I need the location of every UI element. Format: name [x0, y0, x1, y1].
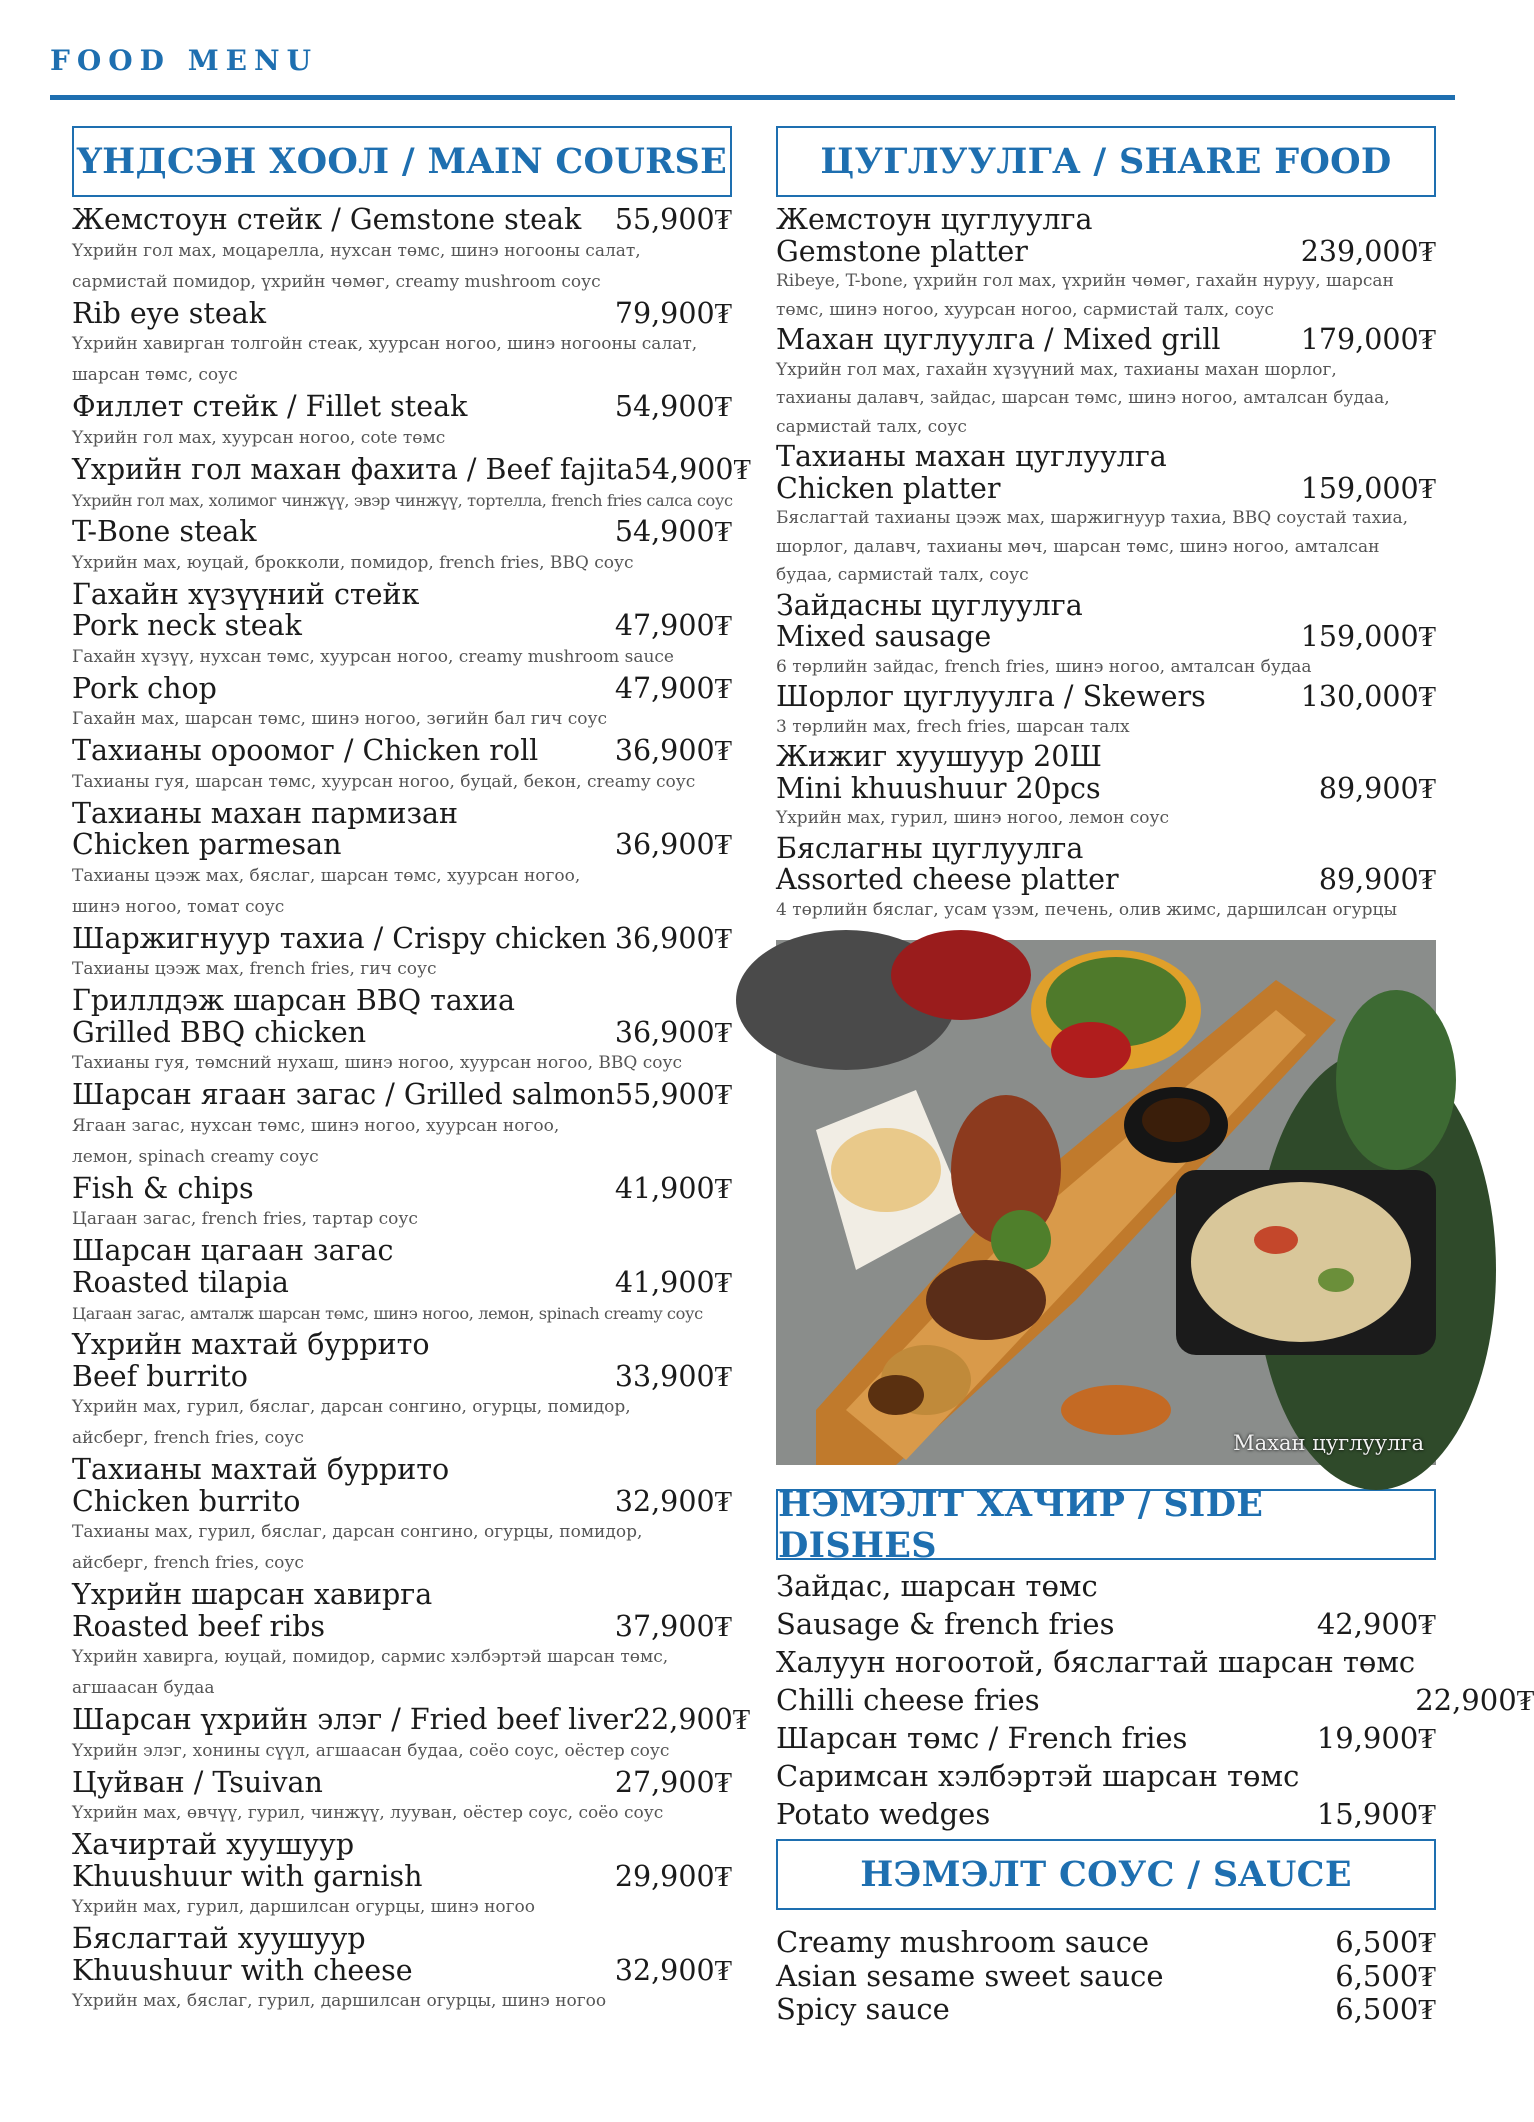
menu-item-row [776, 741, 1436, 804]
item-price: 55,900₮ [614, 203, 732, 236]
item-name: Цуйван / Tsuivan [72, 1765, 323, 1799]
menu-item-row [776, 590, 1436, 653]
item-price: 36,900₮ [614, 734, 732, 767]
item-name-secondary: Chilli cheese fries [776, 1683, 1040, 1717]
main-course-item [72, 298, 732, 392]
sauce-item [776, 1960, 1436, 1994]
item-price: 54,900₮ [614, 390, 732, 423]
item-name: Саримсан хэлбэртэй шарсан төмс [776, 1759, 1300, 1793]
item-name-secondary: Gemstone platter [776, 234, 1028, 268]
item-description: Үхрийн хавирган толгойн стеак, хуурсан ногоо, шинэ ногооны салат, [72, 334, 698, 354]
main-course-item [72, 1454, 732, 1579]
item-name-secondary: Khuushuur with garnish [72, 1859, 423, 1893]
item-price: 54,900₮ [614, 515, 732, 548]
item-name: Шаржигнуур тахиа / Crispy chicken [72, 921, 607, 955]
sauce-header: НЭМЭЛТ СОУС / SAUCE [776, 1839, 1436, 1910]
item-names [72, 1079, 615, 1111]
item-name-secondary: Khuushuur with cheese [72, 1953, 413, 1987]
item-description: Ribeye, T-bone, үхрийн гол мах, үхрийн чөмөг, гахайн нуруу, шарсан [776, 271, 1394, 291]
item-description: Үхрийн гол мах, холимог чинжүү, эвэр чинжүү, тортелла, french fries салса соус [72, 491, 733, 510]
menu-item-row [776, 1567, 1436, 1643]
item-price: 159,000₮ [1300, 620, 1436, 653]
item-names [72, 1329, 430, 1392]
item-name: Шарсан үхрийн элэг / Fried beef liver [72, 1703, 633, 1736]
menu-item-row [72, 1767, 732, 1799]
item-description: Бяслагтай тахианы цээж мах, шаржигнуур тахиа, BBQ соустай тахиа, [776, 508, 1409, 528]
menu-item-row [72, 1079, 732, 1111]
item-name: Үхрийн махтай буррито [72, 1328, 430, 1361]
menu-item-row [72, 298, 732, 330]
item-description: Тахианы цээж мах, бяслаг, шарсан төмс, хуурсан ногоо, [72, 865, 581, 886]
item-names [776, 681, 1206, 713]
item-names [72, 735, 538, 767]
item-names [72, 516, 257, 548]
menu-item-row [72, 516, 732, 548]
item-price: 32,900₮ [614, 1953, 732, 1987]
item-price: 22,900₮ [633, 1703, 751, 1736]
item-name-secondary: Assorted cheese platter [776, 863, 1119, 896]
item-description: шинэ ногоо, томат соус [72, 896, 285, 917]
item-price: 37,900₮ [614, 1609, 732, 1643]
item-price: 27,900₮ [614, 1765, 732, 1799]
side-dish-item [776, 1567, 1436, 1643]
item-name: Зайдас, шарсан төмс [776, 1569, 1098, 1603]
item-names [72, 391, 467, 423]
item-name: Asian sesame sweet sauce [776, 1958, 1164, 1993]
side-dishes-list [776, 1567, 1534, 1833]
item-name-secondary: Sausage & french fries [776, 1607, 1115, 1641]
menu-item-row [72, 673, 732, 705]
item-name: Үхрийн гол махан фахита / Beef fajita [72, 452, 634, 486]
menu-item-row [72, 1235, 732, 1298]
item-names [72, 1579, 432, 1642]
menu-item-row [72, 1454, 732, 1517]
menu-item-row [72, 1923, 732, 1986]
menu-item-row [776, 1960, 1436, 1994]
item-names [776, 1960, 1164, 1994]
main-course-item [72, 1079, 732, 1173]
item-description: айсберг, french fries, соус [72, 1428, 304, 1448]
main-course-item [72, 204, 732, 298]
item-names [776, 590, 1083, 653]
item-price: 79,900₮ [614, 296, 732, 330]
share-food-item [776, 741, 1436, 833]
item-name: Шорлог цуглуулга / Skewers [776, 680, 1206, 713]
item-name: Spicy sauce [776, 1992, 950, 2026]
item-description: Тахианы гуя, шарсан төмс, хуурсан ногоо, буцай, бекон, creamy соус [72, 771, 696, 792]
item-price: 6,500₮ [1335, 1958, 1436, 1993]
item-names [776, 833, 1119, 896]
side-dishes-header: НЭМЭЛТ ХАЧИР / SIDE DISHES [776, 1489, 1436, 1560]
item-price: 89,900₮ [1318, 863, 1436, 896]
menu-item-row [72, 735, 732, 767]
item-name-secondary: Roasted tilapia [72, 1265, 289, 1299]
item-description: Үхрийн мах, гурил, шинэ ногоо, лемон соус [776, 808, 1170, 828]
item-name-secondary: Chicken platter [776, 471, 1001, 505]
menu-item-row [72, 923, 732, 955]
item-name-secondary: Roasted beef ribs [72, 1609, 326, 1643]
item-name: Үхрийн шарсан хавирга [72, 1578, 433, 1611]
item-name: Жижиг хуушуур 20Ш [776, 740, 1102, 773]
menu-item-row [72, 1579, 732, 1642]
share-food-item [776, 204, 1436, 324]
food-photo-illustration [776, 940, 1436, 1465]
share-food-item [776, 833, 1436, 925]
main-course-item [72, 1829, 732, 1923]
item-names [72, 1923, 413, 1986]
item-description: Тахианы цээж мах, french fries, гич соус [72, 959, 437, 979]
item-price: 15,900₮ [1316, 1797, 1436, 1831]
menu-item-row [776, 1719, 1436, 1757]
main-course-item [72, 735, 732, 798]
main-course-item [72, 1767, 732, 1830]
item-name: Бяслагны цуглуулга [776, 831, 1084, 865]
main-course-item [72, 1235, 732, 1329]
menu-item-row [72, 1703, 751, 1736]
main-course-list [72, 203, 751, 2017]
menu-item-row [776, 681, 1436, 713]
item-price: 89,900₮ [1318, 771, 1436, 805]
item-description: Гахайн хүзүү, нухсан төмс, хуурсан ногоо, creamy mushroom sauce [72, 646, 674, 667]
item-names [72, 1767, 323, 1799]
item-description: Үхрийн мах, гурил, даршилсан огурцы, шинэ ногоо [72, 1897, 536, 1917]
item-price: 55,900₮ [615, 1078, 733, 1111]
item-name: T-Bone steak [72, 515, 257, 548]
item-description: лемон, spinach creamy соус [72, 1146, 319, 1167]
item-names [776, 1643, 1415, 1719]
item-price: 6,500₮ [1335, 1925, 1436, 1959]
item-name: Тахианы махан цуглуулга [776, 440, 1167, 473]
menu-item-row [776, 1757, 1436, 1833]
item-name: Филлет стейк / Fillet steak [72, 390, 468, 423]
main-course-item [72, 1329, 732, 1454]
main-course-item [72, 1173, 732, 1236]
mixed-grill-photo [776, 940, 1436, 1465]
item-price: 19,900₮ [1316, 1721, 1436, 1755]
main-course-item [72, 1923, 732, 2017]
share-food-item [776, 324, 1436, 441]
item-price: 54,900₮ [633, 452, 751, 486]
main-course-item [72, 579, 732, 673]
item-names [776, 1926, 1149, 1960]
item-price: 29,900₮ [614, 1859, 732, 1893]
item-name: Pork chop [72, 671, 217, 705]
item-price: 130,000₮ [1300, 680, 1436, 713]
item-name: Creamy mushroom sauce [776, 1925, 1150, 1959]
item-name: Тахианы ороомог / Chicken roll [72, 734, 539, 767]
share-food-header: ЦУГЛУУЛГА / SHARE FOOD [776, 126, 1436, 197]
item-description: сармистай помидор, үхрийн чөмөг, creamy mushroom соус [72, 271, 601, 292]
menu-item-row [72, 985, 732, 1048]
item-name-secondary: Pork neck steak [72, 609, 302, 642]
right-column [776, 126, 1534, 2027]
item-names [72, 923, 607, 955]
photo-caption: Махан цуглуулга [1233, 1431, 1424, 1455]
item-names [776, 1719, 1187, 1757]
main-course-item [72, 1703, 751, 1767]
item-name: Fish & chips [72, 1171, 254, 1205]
item-description: Цагаан загас, амталж шарсан төмс, шинэ ногоо, лемон, spinach creamy соус [72, 1304, 703, 1323]
menu-item-row [72, 1329, 732, 1392]
item-name: Шарсан ягаан загас / Grilled salmon [72, 1078, 616, 1111]
side-dish-item [776, 1757, 1436, 1833]
item-description: Үхрийн мах, бяслаг, гурил, даршилсан огурцы, шинэ ногоо [72, 1991, 607, 2011]
item-price: 239,000₮ [1300, 234, 1436, 268]
item-name: Халуун ногоотой, бяслагтай шарсан төмс [776, 1645, 1416, 1679]
menu-item-row [72, 798, 732, 861]
menu-item-row [72, 1173, 732, 1205]
item-name-secondary: Grilled BBQ chicken [72, 1015, 367, 1049]
menu-item-row [776, 1643, 1534, 1719]
item-names [72, 298, 266, 330]
sauce-list [776, 1926, 1436, 2027]
item-name: Тахианы махтай буррито [72, 1453, 450, 1486]
item-name: Гахайн хүзүүний стейк [72, 577, 420, 611]
item-description: 4 төрлийн бяслаг, усам үзэм, печень, олив жимс, даршилсан огурцы [776, 899, 1398, 920]
menu-item-row [776, 1993, 1436, 2027]
main-course-item [72, 923, 732, 986]
menu-item-row [776, 833, 1436, 896]
item-price: 47,900₮ [614, 609, 732, 642]
menu-item-row [72, 1829, 732, 1892]
item-description: Цагаан загас, french fries, тартар соус [72, 1209, 418, 1229]
item-names [776, 441, 1167, 504]
item-names [776, 741, 1102, 804]
item-names [72, 1454, 449, 1517]
item-description: Үхрийн гол мах, моцарелла, нухсан төмс, шинэ ногооны салат, [72, 240, 641, 261]
item-description: тахианы далавч, зайдас, шарсан төмс, шинэ ногоо, амталсан будаа, [776, 388, 1390, 408]
main-course-item [72, 673, 732, 736]
item-name-secondary: Chicken parmesan [72, 828, 342, 861]
item-description: будаа, сармистай талх, соус [776, 565, 1029, 585]
item-names [72, 204, 581, 236]
item-names [776, 1567, 1114, 1643]
item-name: Жемстоун цуглуулга [776, 203, 1093, 236]
item-price: 42,900₮ [1316, 1607, 1436, 1641]
share-food-item [776, 590, 1436, 682]
main-course-item [72, 452, 751, 517]
item-name: Зайдасны цуглуулга [776, 588, 1083, 622]
item-description: сармистай талх, соус [776, 416, 967, 437]
item-description: Үхрийн мах, юуцай, брокколи, помидор, french fries, BBQ соус [72, 552, 634, 573]
main-course-item [72, 798, 732, 923]
item-name: Гриллдэж шарсан BBQ тахиа [72, 984, 515, 1017]
menu-item-row [72, 452, 751, 486]
item-price: 41,900₮ [614, 1265, 732, 1299]
item-names [72, 579, 419, 642]
menu-title: FOOD MENU [50, 44, 319, 77]
item-names [72, 454, 634, 486]
main-course-header: ҮНДСЭН ХООЛ / MAIN COURSE [72, 126, 732, 197]
item-description: Үхрийн гол мах, хуурсан ногоо, cote төмс [72, 427, 446, 448]
main-course-column [72, 126, 751, 2017]
item-description: Үхрийн гол мах, гахайн хүзүүний мах, тахианы махан шорлог, [776, 359, 1337, 380]
item-names [776, 324, 1220, 356]
share-food-item [776, 441, 1436, 590]
item-names [72, 798, 458, 861]
menu-item-row [72, 579, 732, 642]
side-dish-item [776, 1643, 1534, 1719]
item-description: Үхрийн хавирга, юуцай, помидор, сармис хэлбэртэй шарсан төмс, [72, 1647, 669, 1667]
item-name: Rib eye steak [72, 296, 266, 330]
item-name: Хачиртай хуушуур [72, 1828, 355, 1861]
main-course-item [72, 391, 732, 454]
item-description: Үхрийн мах, өвчүү, гурил, чинжүү, лууван, оёстер соус, соёо соус [72, 1803, 664, 1823]
item-names [72, 1235, 393, 1298]
item-description: шорлог, далавч, тахианы мөч, шарсан төмс, шинэ ногоо, амталсан [776, 536, 1380, 557]
item-names [776, 204, 1092, 267]
item-names [72, 673, 217, 705]
item-description: төмс, шинэ ногоо, хуурсан ногоо, сармистай талх, соус [776, 299, 1274, 320]
item-name: Тахианы махан пармизан [72, 796, 459, 830]
title-divider [50, 95, 1455, 100]
item-description: Үхрийн мах, гурил, бяслаг, дарсан сонгино, огурцы, помидор, [72, 1397, 631, 1417]
item-description: шарсан төмс, соус [72, 365, 238, 385]
item-description: Ягаан загас, нухсан төмс, шинэ ногоо, хуурсан ногоо, [72, 1115, 560, 1136]
item-description: Гахайн мах, шарсан төмс, шинэ ногоо, зөгийн бал гич соус [72, 709, 608, 729]
item-description: 6 төрлийн зайдас, french fries, шинэ ногоо, амталсан будаа [776, 656, 1312, 677]
item-names [776, 1757, 1299, 1833]
item-name: Шарсан цагаан загас [72, 1234, 394, 1267]
share-food-item [776, 681, 1436, 741]
main-course-item [72, 1579, 732, 1704]
item-price: 41,900₮ [614, 1171, 732, 1205]
main-course-item [72, 516, 732, 579]
item-description: агшаасан будаа [72, 1678, 215, 1698]
item-price: 47,900₮ [614, 671, 732, 705]
item-name: Жемстоун стейк / Gemstone steak [72, 203, 582, 236]
menu-item-row [72, 391, 732, 423]
item-name-secondary: Beef burrito [72, 1359, 248, 1393]
item-description: 3 төрлийн мах, frech fries, шарсан талх [776, 716, 1130, 737]
item-price: 33,900₮ [614, 1359, 732, 1393]
item-name: Махан цуглуулга / Mixed grill [776, 323, 1221, 356]
item-price: 36,900₮ [614, 1015, 732, 1049]
item-name-secondary: Potato wedges [776, 1797, 991, 1831]
sauce-item [776, 1926, 1436, 1960]
menu-item-row [776, 441, 1436, 504]
item-name: Бяслагтай хуушуур [72, 1922, 366, 1955]
item-price: 159,000₮ [1300, 471, 1436, 505]
item-price: 179,000₮ [1300, 323, 1436, 356]
item-price: 6,500₮ [1335, 1992, 1436, 2026]
menu-item-row [72, 204, 732, 236]
item-name-secondary: Mixed sausage [776, 620, 992, 653]
item-names [72, 985, 515, 1048]
menu-item-row [776, 324, 1436, 356]
item-description: Тахианы гуя, төмсний нухаш, шинэ ногоо, хуурсан ногоо, BBQ соус [72, 1053, 683, 1073]
item-names [72, 1173, 254, 1205]
item-names [72, 1704, 633, 1736]
share-food-list [776, 204, 1436, 924]
main-course-item [72, 985, 732, 1079]
item-price: 36,900₮ [614, 828, 732, 861]
item-names [72, 1829, 422, 1892]
item-price: 36,900₮ [614, 921, 732, 955]
item-description: Үхрийн элэг, хонины сүүл, агшаасан будаа, соёо соус, оёстер соус [72, 1740, 670, 1761]
item-description: айсберг, french fries, соус [72, 1553, 304, 1573]
menu-item-row [776, 204, 1436, 267]
item-price: 22,900₮ [1415, 1683, 1534, 1717]
item-name-secondary: Chicken burrito [72, 1484, 301, 1518]
item-description: Тахианы мах, гурил, бяслаг, дарсан сонгино, огурцы, помидор, [72, 1522, 643, 1542]
side-dish-item [776, 1719, 1436, 1757]
item-price: 32,900₮ [614, 1484, 732, 1518]
item-name-secondary: Mini khuushuur 20pcs [776, 771, 1101, 805]
item-names [776, 1993, 950, 2027]
item-name: Шарсан төмс / French fries [776, 1721, 1188, 1755]
sauce-item [776, 1993, 1436, 2027]
menu-item-row [776, 1926, 1436, 1960]
